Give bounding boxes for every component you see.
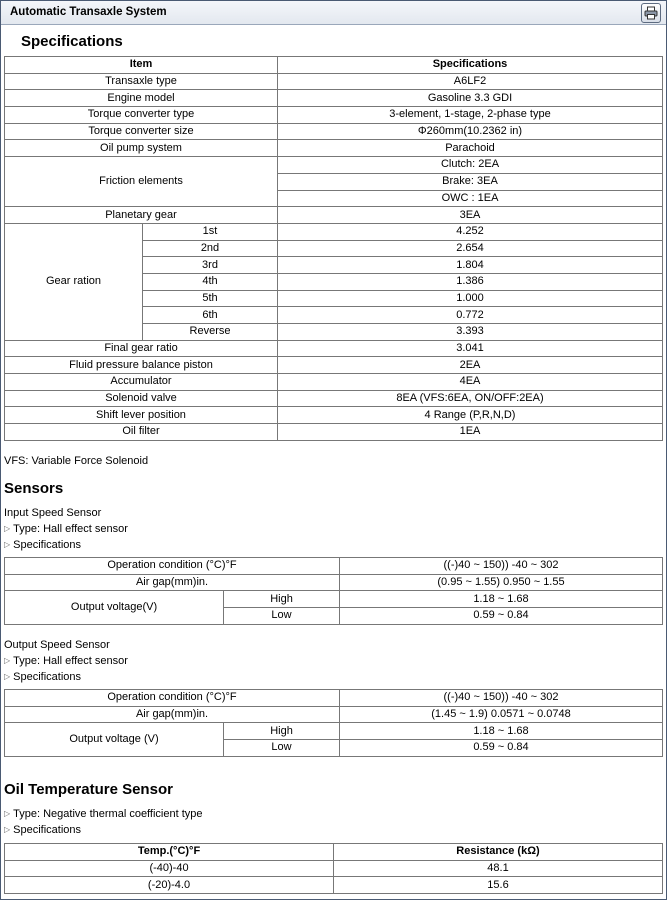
item-cell: Torque converter type xyxy=(5,107,278,124)
sublabel-cell: High xyxy=(224,591,340,608)
gear-cell: 5th xyxy=(143,290,278,307)
table-row xyxy=(5,424,663,441)
oil-temp-table xyxy=(4,843,663,894)
item-cell: Solenoid valve xyxy=(5,390,278,407)
table-row xyxy=(5,860,663,877)
spec-cell: 3EA xyxy=(278,207,663,224)
triangle-bullet-icon: ▷ xyxy=(4,540,11,549)
triangle-bullet-icon: ▷ xyxy=(4,656,11,665)
resistance-cell: 15.6 xyxy=(334,877,663,894)
item-header: Item xyxy=(5,57,278,74)
temp-cell: (-20)-4.0 xyxy=(5,877,334,894)
spec-cell: 2EA xyxy=(278,357,663,374)
table-row xyxy=(5,357,663,374)
list-item xyxy=(4,539,81,551)
spec-cell: 4EA xyxy=(278,374,663,391)
input-spec-label: Specifications xyxy=(13,539,82,551)
label-cell: Operation condition (°C)°F xyxy=(5,690,340,707)
value-cell: 0.59 ~ 0.84 xyxy=(340,608,663,625)
list-item xyxy=(4,523,128,535)
label-cell: Air gap(mm)in. xyxy=(5,574,340,591)
table-row xyxy=(5,207,663,224)
output-sensor-table xyxy=(4,689,663,757)
value-cell: 0.59 ~ 0.84 xyxy=(340,740,663,757)
table-header-row xyxy=(5,57,663,74)
label-cell: Air gap(mm)in. xyxy=(5,706,340,723)
input-sensor-title: Input Speed Sensor xyxy=(4,507,102,519)
item-cell: Shift lever position xyxy=(5,407,278,424)
window-title: Automatic Transaxle System xyxy=(10,6,167,18)
spec-cell: 1.804 xyxy=(278,257,663,274)
table-header-row xyxy=(5,844,663,861)
table-row xyxy=(5,723,663,740)
triangle-bullet-icon: ▷ xyxy=(4,524,11,533)
table-row xyxy=(5,407,663,424)
label-cell: Output voltage (V) xyxy=(5,723,224,756)
triangle-bullet-icon: ▷ xyxy=(4,672,11,681)
spec-header: Specifications xyxy=(278,57,663,74)
value-cell: (1.45 ~ 1.9) 0.0571 ~ 0.0748 xyxy=(340,706,663,723)
input-type-text: Type: Hall effect sensor xyxy=(13,523,128,535)
sublabel-cell: Low xyxy=(224,608,340,625)
item-cell: Oil pump system xyxy=(5,140,278,157)
list-item xyxy=(4,655,128,667)
value-cell: ((-)40 ~ 150)) -40 ~ 302 xyxy=(340,558,663,575)
gear-cell: 4th xyxy=(143,273,278,290)
item-cell: Engine model xyxy=(5,90,278,107)
gear-cell: 6th xyxy=(143,307,278,324)
table-row xyxy=(5,73,663,90)
spec-cell: 3.393 xyxy=(278,324,663,341)
item-cell: Torque converter size xyxy=(5,123,278,140)
spec-cell: 1.386 xyxy=(278,273,663,290)
spec-cell: OWC : 1EA xyxy=(278,190,663,207)
table-row xyxy=(5,107,663,124)
item-cell: Final gear ratio xyxy=(5,340,278,357)
input-sensor-table xyxy=(4,557,663,625)
oil-temp-spec-label: Specifications xyxy=(13,824,82,836)
item-cell: Gear ration xyxy=(5,223,143,340)
spec-cell: 8EA (VFS:6EA, ON/OFF:2EA) xyxy=(278,390,663,407)
specifications-table xyxy=(4,56,663,441)
table-row xyxy=(5,558,663,575)
gear-cell: 3rd xyxy=(143,257,278,274)
spec-cell: Gasoline 3.3 GDI xyxy=(278,90,663,107)
spec-cell: 1EA xyxy=(278,424,663,441)
print-button[interactable] xyxy=(641,3,661,23)
spec-cell: Parachoid xyxy=(278,140,663,157)
value-cell: 1.18 ~ 1.68 xyxy=(340,591,663,608)
output-type-text: Type: Hall effect sensor xyxy=(13,655,128,667)
triangle-bullet-icon: ▷ xyxy=(4,825,11,834)
spec-cell: 4 Range (P,R,N,D) xyxy=(278,407,663,424)
list-item xyxy=(4,808,203,820)
gear-cell: 2nd xyxy=(143,240,278,257)
table-row xyxy=(5,706,663,723)
item-cell: Friction elements xyxy=(5,157,278,207)
gear-cell: Reverse xyxy=(143,324,278,341)
triangle-bullet-icon: ▷ xyxy=(4,809,11,818)
spec-cell: 0.772 xyxy=(278,307,663,324)
spec-cell: Clutch: 2EA xyxy=(278,157,663,174)
table-row xyxy=(5,340,663,357)
value-cell: 1.18 ~ 1.68 xyxy=(340,723,663,740)
temp-header: Temp.(°C)°F xyxy=(5,844,334,861)
specifications-heading: Specifications xyxy=(21,33,123,50)
item-cell: Planetary gear xyxy=(5,207,278,224)
list-item xyxy=(4,824,81,836)
list-item xyxy=(4,671,81,683)
output-sensor-title: Output Speed Sensor xyxy=(4,639,110,651)
table-row xyxy=(5,140,663,157)
table-row xyxy=(5,591,663,608)
table-row xyxy=(5,123,663,140)
resistance-cell: 48.1 xyxy=(334,860,663,877)
sublabel-cell: High xyxy=(224,723,340,740)
spec-cell: 4.252 xyxy=(278,223,663,240)
resistance-header: Resistance (kΩ) xyxy=(334,844,663,861)
value-cell: (0.95 ~ 1.55) 0.950 ~ 1.55 xyxy=(340,574,663,591)
item-cell: Fluid pressure balance piston xyxy=(5,357,278,374)
oil-temp-heading: Oil Temperature Sensor xyxy=(4,781,173,798)
title-bar xyxy=(1,1,666,25)
spec-cell: 2.654 xyxy=(278,240,663,257)
table-row xyxy=(5,157,663,174)
table-row xyxy=(5,374,663,391)
gear-cell: 1st xyxy=(143,223,278,240)
value-cell: ((-)40 ~ 150)) -40 ~ 302 xyxy=(340,690,663,707)
item-cell: Accumulator xyxy=(5,374,278,391)
spec-cell: 3-element, 1-stage, 2-phase type xyxy=(278,107,663,124)
table-row xyxy=(5,574,663,591)
printer-icon xyxy=(644,6,658,20)
temp-cell: (-40)-40 xyxy=(5,860,334,877)
label-cell: Output voltage(V) xyxy=(5,591,224,624)
spec-cell: 3.041 xyxy=(278,340,663,357)
label-cell: Operation condition (°C)°F xyxy=(5,558,340,575)
table-row xyxy=(5,90,663,107)
table-row xyxy=(5,390,663,407)
output-spec-label: Specifications xyxy=(13,671,82,683)
item-cell: Oil filter xyxy=(5,424,278,441)
table-row xyxy=(5,690,663,707)
spec-cell: A6LF2 xyxy=(278,73,663,90)
spec-cell: 1.000 xyxy=(278,290,663,307)
item-cell: Transaxle type xyxy=(5,73,278,90)
sensors-heading: Sensors xyxy=(4,480,64,497)
oil-temp-type-text: Type: Negative thermal coefficient type xyxy=(13,808,203,820)
spec-cell: Brake: 3EA xyxy=(278,173,663,190)
table-row xyxy=(5,223,663,240)
vfs-note: VFS: Variable Force Solenoid xyxy=(4,455,149,467)
table-row xyxy=(5,877,663,894)
sublabel-cell: Low xyxy=(224,740,340,757)
spec-cell: Φ260mm(10.2362 in) xyxy=(278,123,663,140)
